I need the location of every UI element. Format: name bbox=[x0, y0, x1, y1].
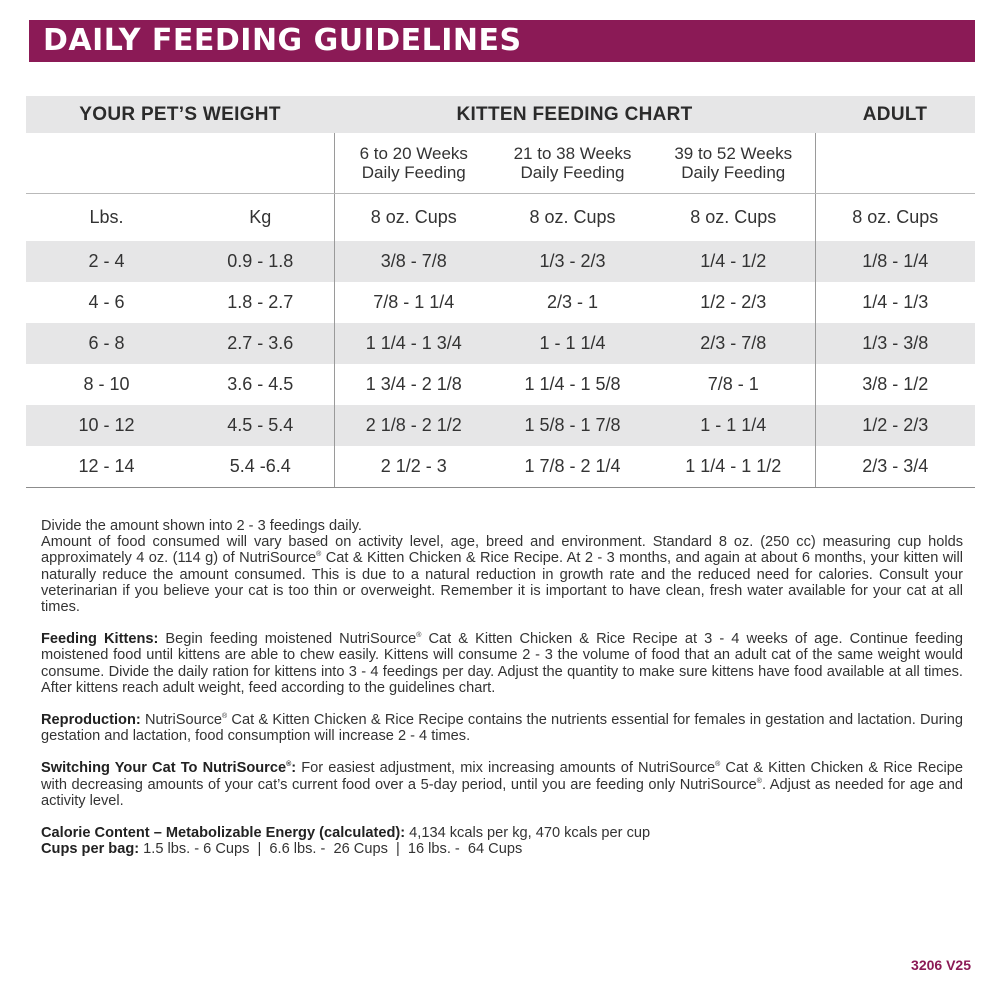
cell-adult: 1/3 - 3/8 bbox=[815, 323, 975, 364]
cell-lbs: 6 - 8 bbox=[26, 323, 187, 364]
cell-kitten-6-20: 2 1/8 - 2 1/2 bbox=[334, 405, 493, 446]
unit-kg: Kg bbox=[187, 193, 334, 241]
cell-kitten-21-38: 2/3 - 1 bbox=[547, 292, 599, 312]
cell-kitten-39-52: 1/2 - 2/3 bbox=[652, 282, 815, 323]
cell-kg: 0.9 - 1.8 bbox=[187, 241, 334, 282]
cell-adult: 3/8 - 1/2 bbox=[862, 374, 929, 394]
cell-kitten-39-52: 1 - 1 1/4 bbox=[652, 405, 815, 446]
unit-cups: 8 oz. Cups bbox=[370, 206, 457, 227]
cell-kitten-21-38: 1 7/8 - 2 1/4 bbox=[493, 446, 652, 487]
cell-kitten-6-20: 1 3/4 - 2 1/8 bbox=[365, 374, 462, 394]
cell-lbs: 2 - 4 bbox=[26, 241, 187, 282]
table-row bbox=[26, 446, 975, 487]
cell-kitten-21-38: 1 1/4 - 1 5/8 bbox=[524, 374, 621, 394]
cell-kitten-6-20: 3/8 - 7/8 bbox=[334, 241, 493, 282]
cell-kg: 5.4 -6.4 bbox=[187, 446, 334, 487]
cell-kitten-39-52: 1/4 - 1/2 bbox=[652, 241, 815, 282]
feeding-notes bbox=[41, 518, 963, 857]
cell-lbs: 8 - 10 bbox=[83, 374, 130, 394]
unit-cups: 8 oz. Cups bbox=[529, 206, 616, 227]
cell-kitten-6-20: 2 1/2 - 3 bbox=[334, 446, 493, 487]
cell-adult: 2/3 - 3/4 bbox=[815, 446, 975, 487]
cell-adult: 1/4 - 1/3 bbox=[862, 292, 929, 312]
cell-lbs: 12 - 14 bbox=[26, 446, 187, 487]
subheader-kitten-39-52: 39 to 52 Weeks Daily Feeding bbox=[652, 133, 815, 193]
header-weight: YOUR PET’S WEIGHT bbox=[26, 96, 334, 133]
table-subheader-row bbox=[26, 133, 975, 193]
cell-lbs: 10 - 12 bbox=[26, 405, 187, 446]
cell-adult: 1/2 - 2/3 bbox=[815, 405, 975, 446]
cell-kitten-21-38: 1 - 1 1/4 bbox=[493, 323, 652, 364]
cell-kg: 1.8 - 2.7 bbox=[187, 282, 334, 323]
notes-general: Divide the amount shown into 2 - 3 feedings daily. Amount of food consumed will vary based on activity level, age, breed and environment. Standard 8 oz. (250 cc) measuring cup holds approximately 4 oz. (114 g) of NutriSource® Cat & Kitten Chicken & Rice Recipe. At 2 - 3 months, and again at about 6 months, your kitten will naturally reduce the amount consumed. This is due to a natural reduction in growth rate and the reduced need for calories. Consult your veterinarian if you believe your cat is too thin or overweight. Remember it is important to have clean, fresh water available for your cat at all times. bbox=[41, 518, 963, 616]
cell-kitten-21-38: 1/3 - 2/3 bbox=[493, 241, 652, 282]
table-row bbox=[26, 364, 975, 405]
cell-adult: 1/8 - 1/4 bbox=[815, 241, 975, 282]
subheader-blank bbox=[26, 133, 334, 193]
subheader-adult-blank bbox=[815, 133, 975, 193]
header-adult: ADULT bbox=[815, 96, 975, 133]
notes-switching: Switching Your Cat To NutriSource®: For easiest adjustment, mix increasing amounts of NutriSource® Cat & Kitten Chicken & Rice Recipe with decreasing amounts of your cat’s current food over a 5-day period, until you are feeding only NutriSource®. Adjust as needed for age and activity level. bbox=[41, 760, 964, 809]
unit-lbs: Lbs. bbox=[89, 206, 124, 227]
cell-lbs: 4 - 6 bbox=[88, 292, 125, 312]
notes-feeding-kittens: Feeding Kittens: Begin feeding moistened NutriSource® Cat & Kitten Chicken & Rice Recipe at 3 - 4 weeks of age. Continue feeding moistened food until kittens are able to chew easily. Kittens will consume 2 - 3 the volume of food that an adult cat of the same weight would consume. Divide the daily ration for kittens into 3 - 4 feedings per day. Adjust the quantity to make sure kittens have food available at all times. After kittens reach adult weight, feed according to the guidelines chart. bbox=[41, 631, 963, 696]
table-row bbox=[26, 405, 975, 446]
cell-kitten-39-52: 7/8 - 1 bbox=[652, 364, 815, 405]
cell-kitten-21-38: 1 5/8 - 1 7/8 bbox=[493, 405, 652, 446]
cell-kg: 4.5 - 5.4 bbox=[187, 405, 334, 446]
cell-kitten-6-20: 1 1/4 - 1 3/4 bbox=[334, 323, 493, 364]
table-row bbox=[26, 282, 975, 323]
header-kitten: KITTEN FEEDING CHART bbox=[334, 96, 815, 133]
unit-cups: 8 oz. Cups bbox=[852, 206, 939, 227]
table-row bbox=[26, 241, 975, 282]
table-row bbox=[26, 323, 975, 364]
feeding-chart-table bbox=[26, 96, 975, 488]
notes-calorie-content: Calorie Content – Metabolizable Energy (calculated): 4,134 kcals per kg, 470 kcals per cup Cups per bag: 1.5 lbs. - 6 Cups | 6.6 lbs. - 26 Cups | 16 lbs. - 64 Cups bbox=[41, 825, 651, 858]
document-code: 3206 V25 bbox=[911, 957, 971, 973]
cell-kg: 2.7 - 3.6 bbox=[187, 323, 334, 364]
subheader-kitten-21-38: 21 to 38 Weeks Daily Feeding bbox=[493, 133, 652, 193]
cell-kitten-6-20: 7/8 - 1 1/4 bbox=[373, 292, 455, 312]
page-title: DAILY FEEDING GUIDELINES bbox=[29, 20, 975, 62]
cell-kitten-39-52: 2/3 - 7/8 bbox=[652, 323, 815, 364]
table-units-row bbox=[26, 193, 975, 241]
unit-cups: 8 oz. Cups bbox=[652, 193, 815, 241]
subheader-kitten-6-20: 6 to 20 Weeks Daily Feeding bbox=[334, 133, 493, 193]
cell-kitten-39-52: 1 1/4 - 1 1/2 bbox=[652, 446, 815, 487]
notes-reproduction: Reproduction: NutriSource® Cat & Kitten Chicken & Rice Recipe contains the nutrients essential for females in gestation and lactation. During gestation and lactation, food consumption will increase 2 - 4 times. bbox=[41, 712, 963, 745]
table-header-row bbox=[26, 96, 975, 133]
cell-kg: 3.6 - 4.5 bbox=[187, 364, 334, 405]
